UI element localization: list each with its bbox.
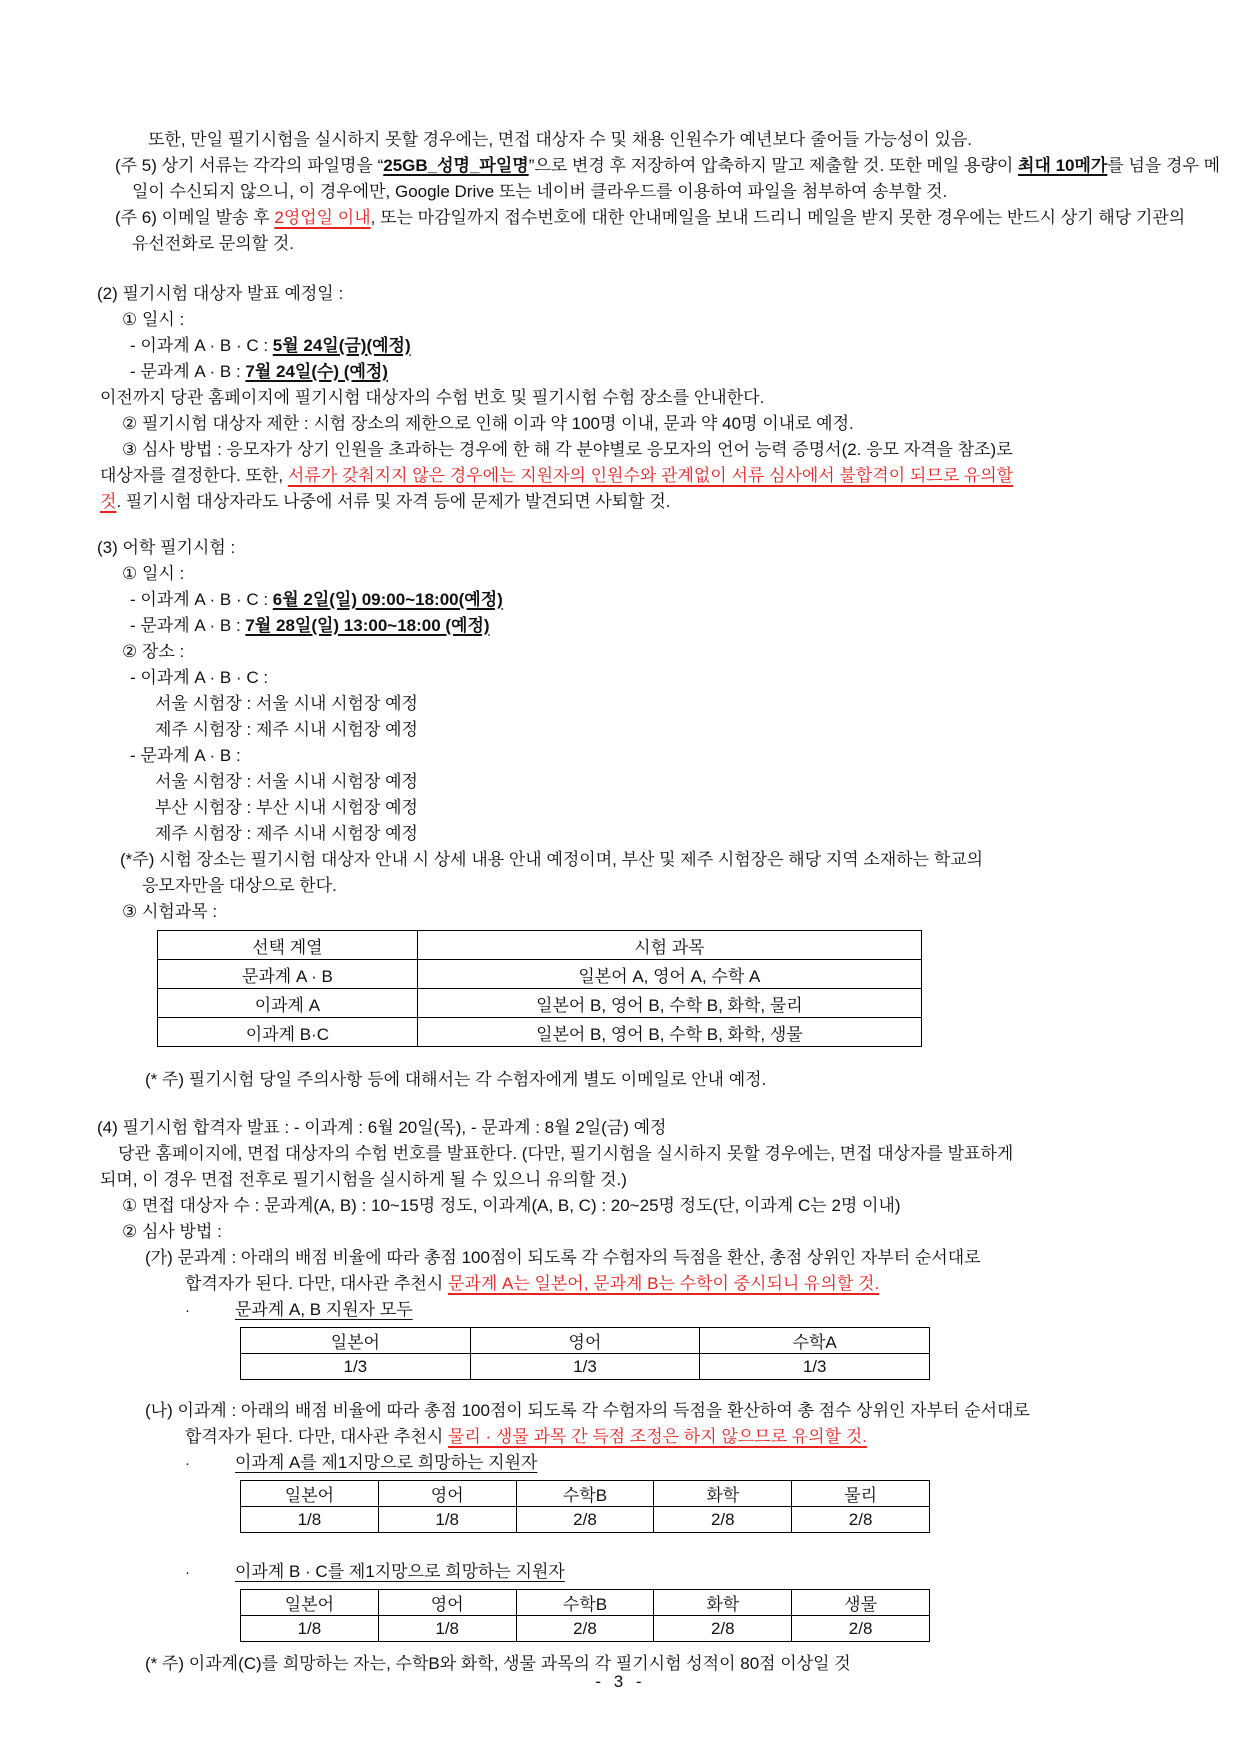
note5-run4: 일이 수신되지 않으니, 이 경우에만, Google Drive 또는 네이버 클라우드를 이용하여 파일을 첨부하여 송부할 것. [132,182,948,201]
s3-humanities-date-line [95,613,1181,639]
ratio-header: 일본어 [241,1481,379,1507]
note6-run2: , 또는 마감일까지 접수번호에 대한 안내메일을 보내 드리니 메일을 받지 못한 경우에는 반드시 상기 해당 기관의 [370,208,1186,227]
bullet-dot-icon: · [185,1564,190,1581]
s2-item3-line3 [95,489,1181,515]
s3-science-label: - 이과계 A · B · C : [130,590,273,609]
s2-item2-text: ② 필기시험 대상자 제한 : 시험 장소의 제한으로 인해 이과 약 100명 이내, 문과 약 40명 이내로 예정. [122,414,854,433]
s3-science-date: 6월 2일(일) 09:00~18:00(예정) [272,590,503,609]
s3-humanities-label: - 문과계 A · B : [130,616,246,635]
ratio-header: 수학B [516,1590,654,1616]
s2-item3-red-warning: 서류가 갖춰지지 않은 경우에는 지원자의 인원수와 관계없이 서류 심사에서 불합격이 되므로 유의할 [287,466,1014,485]
s3-science-loc-text: - 이과계 A · B · C : [130,668,269,687]
s2-item3-run1: ③ 심사 방법 : 응모자가 상기 인원을 초과하는 경우에 한 해 각 분야별로 응모자의 언어 능력 증명서(2. 응모 자격을 참조)로 [122,440,1013,459]
s2-science-date: 5월 24일(금)(예정) [272,336,411,355]
ratio-header: 생물 [792,1590,930,1616]
s4-para-run1: 당관 홈페이지에, 면접 대상자의 수험 번호를 발표한다. (다만, 필기시험을 실시하지 못할 경우에는, 면접 대상자를 발표하게 [118,1144,1014,1163]
ratio-cell: 2/8 [792,1507,930,1533]
table-row [158,989,922,1018]
ratio-cell: 1/8 [378,1507,516,1533]
s2-item3-run2: 대상자를 결정한다. 또한, [100,466,288,485]
section4-title [95,1115,1181,1141]
s3-item2-text: ② 장소 : [122,642,185,661]
humanities-ratio-table [240,1327,930,1380]
s3-humanities-loc-text: - 문과계 A · B : [130,746,241,765]
table-row [158,960,922,989]
ratio-cell: 1/8 [241,1616,379,1642]
s2-item3-run3: . 필기시험 대상자라도 나중에 서류 및 자격 등에 문제가 발견되면 사퇴할 것. [116,492,671,511]
ratio-cell: 2/8 [654,1616,792,1642]
s2-item3-line2 [95,463,1181,489]
ratio-header: 물리 [792,1481,930,1507]
section3-title [95,535,1181,561]
note6-run3: 유선전화로 문의할 것. [132,234,294,253]
note5-line2 [95,179,1181,205]
s4-ga-line1 [95,1245,1181,1271]
s4-final-note-text: (* 주) 이과계(C)를 희망하는 자는, 수학B와 화학, 생물 과목의 각 필기시험 성적이 80점 이상일 것 [145,1654,851,1673]
subjects-header-subjects: 시험 과목 [417,931,921,960]
s3-note2-line [95,1067,1181,1093]
s3-science-loc2 [95,717,1181,743]
table-row [158,1018,922,1047]
s4-item2-line [95,1219,1181,1245]
s3-item2-label [95,639,1181,665]
s4-para-line1 [95,1141,1181,1167]
ratio-cell: 2/8 [654,1507,792,1533]
intro-text: 또한, 만일 필기시험을 실시하지 못할 경우에는, 면접 대상자 수 및 채용 인원수가 예년보다 줄어들 가능성이 있음. [148,130,973,149]
s2-item1-label [95,307,1181,333]
s3-humanities-loc2 [95,795,1181,821]
ratio-header: 화학 [654,1590,792,1616]
note5-line1 [95,153,1221,179]
section2-title [95,281,1181,307]
s3-item1-text: ① 일시 : [122,564,185,583]
s3-note-run1: (*주) 시험 장소는 필기시험 대상자 안내 시 상세 내용 안내 예정이며, 부산 및 제주 시험장은 해당 지역 소재하는 학교의 [120,850,984,869]
s3-note-run2: 응모자만을 대상으로 한다. [142,876,337,895]
ratio-cell: 2/8 [792,1616,930,1642]
s4-na-line1 [95,1398,1181,1424]
s4-na-run2: 합격자가 된다. 다만, 대사관 추천시 [185,1427,448,1446]
table-row [158,931,922,960]
subjects-table [157,930,922,1047]
s4-bullet2-text: 이과계 A를 제1지망으로 희망하는 지원자 [235,1453,538,1472]
note5-filename: 25GB_성명_파일명 [383,156,529,175]
s4-bullet1-line [95,1297,1181,1324]
s3-humanities-loc3-text: 제주 시험장 : 제주 시내 시험장 예정 [155,824,418,843]
s2-humanities-date-line [95,359,1181,385]
bullet-dot-icon: · [185,1302,190,1319]
s3-note2-text: (* 주) 필기시험 당일 주의사항 등에 대해서는 각 수험자에게 별도 이메일로 안내 예정. [145,1070,767,1089]
s4-na-line2 [95,1424,1181,1450]
s4-ga-line2 [95,1271,1181,1297]
bullet-dot-icon: · [185,1455,190,1472]
note5-run1: (주 5) 상기 서류는 각각의 파일명을 “ [115,156,384,175]
s3-item3-text: ③ 시험과목 : [122,902,218,921]
s4-bullet3-line [95,1559,1181,1586]
subjects-cell: 일본어 A, 영어 A, 수학 A [417,960,921,989]
section2-title-text: (2) 필기시험 대상자 발표 예정일 : [97,284,344,303]
subjects-cell: 일본어 B, 영어 B, 수학 B, 화학, 생물 [417,1018,921,1047]
s3-item3-label [95,899,1181,925]
ratio-header: 영어 [378,1481,516,1507]
ratio-cell: 1/3 [700,1354,930,1380]
table-row [241,1590,930,1616]
s3-science-loc-label [95,665,1181,691]
s4-na-run1: (나) 이과계 : 아래의 배점 비율에 따라 총점 100점이 되도록 각 수험자의 득점을 환산하여 총 점수 상위인 자부터 순서대로 [145,1401,1030,1420]
section4-title-text: (4) 필기시험 합격자 발표 : - 이과계 : 6월 20일(목), - 문과계 : 8월 2일(금) 예정 [97,1118,667,1137]
ratio-cell: 1/8 [241,1507,379,1533]
ratio-cell: 1/3 [241,1354,471,1380]
s4-ga-run1: (가) 문과계 : 아래의 배점 비율에 따라 총점 100점이 되도록 각 수험자의 득점을 환산, 총점 상위인 자부터 순서대로 [145,1248,981,1267]
s4-para-run2: 되며, 이 경우 면접 전후로 필기시험을 실시하게 될 수 있으니 유의할 것.) [100,1170,627,1189]
section3-title-text: (3) 어학 필기시험 : [97,538,236,557]
s3-science-loc1 [95,691,1181,717]
note6-line1 [95,205,1186,231]
s3-humanities-loc2-text: 부산 시험장 : 부산 시내 시험장 예정 [155,798,418,817]
s3-science-loc1-text: 서울 시험장 : 서울 시내 시험장 예정 [155,694,418,713]
table-row [241,1507,930,1533]
table-row [241,1616,930,1642]
ratio-header: 수학B [516,1481,654,1507]
s2-item3-line1 [95,437,1181,463]
s4-bullet3-text: 이과계 B · C를 제1지망으로 희망하는 지원자 [235,1562,565,1581]
table-row [241,1481,930,1507]
note6-red-deadline: 2영업일 이내 [274,208,371,227]
ratio-header: 일본어 [241,1590,379,1616]
ratio-cell: 1/8 [378,1616,516,1642]
s2-item2-line [95,411,1181,437]
table-row [241,1328,930,1354]
note6-run1: (주 6) 이메일 발송 후 [115,208,275,227]
s2-announce-line [95,385,1181,411]
page-number: - 3 - [595,1672,646,1691]
s3-note-line1 [95,847,1181,873]
s3-humanities-loc3 [95,821,1181,847]
ratio-header: 영어 [470,1328,700,1354]
note6-line2 [95,231,1181,257]
note5-run2: ”으로 변경 후 저장하여 압축하지 말고 제출할 것. 또한 메일 용량이 [528,156,1019,175]
intro-line [95,127,1181,153]
ratio-header: 수학A [700,1328,930,1354]
ratio-header: 화학 [654,1481,792,1507]
s2-science-label: - 이과계 A · B · C : [130,336,273,355]
s2-humanities-date: 7월 24일(수) (예정) [245,362,388,381]
ratio-cell: 2/8 [516,1507,654,1533]
s3-science-date-line [95,587,1181,613]
s3-humanities-loc1 [95,769,1181,795]
table-row [241,1354,930,1380]
note5-run3: 를 넘을 경우 메 [1107,156,1221,175]
s4-item2-text: ② 심사 방법 : [122,1222,222,1241]
s3-humanities-loc1-text: 서울 시험장 : 서울 시내 시험장 예정 [155,772,418,791]
s2-science-date-line [95,333,1181,359]
subjects-cell: 이과계 B·C [158,1018,418,1047]
s4-bullet2-line [95,1450,1181,1477]
s4-item1-text: ① 면접 대상자 수 : 문과계(A, B) : 10~15명 정도, 이과계(A, B, C) : 20~25명 정도(단, 이과계 C는 2명 이내) [122,1196,901,1215]
s4-ga-red-warning: 문과계 A는 일본어, 문과계 B는 수학이 중시되니 유의할 것. [447,1274,880,1293]
s2-announce-text: 이전까지 당관 홈페이지에 필기시험 대상자의 수험 번호 및 필기시험 수험 장소를 안내한다. [100,388,765,407]
s2-item3-red-warning-cont: 것 [100,492,117,511]
s4-ga-run2: 합격자가 된다. 다만, 대사관 추천시 [185,1274,448,1293]
s2-item1-text: ① 일시 : [122,310,185,329]
s2-humanities-label: - 문과계 A · B : [130,362,246,381]
ratio-header: 영어 [378,1590,516,1616]
s3-humanities-loc-label [95,743,1181,769]
s4-para-line2 [95,1167,1181,1193]
s3-science-loc2-text: 제주 시험장 : 제주 시내 시험장 예정 [155,720,418,739]
science-bc-ratio-table [240,1589,930,1642]
s3-humanities-date: 7월 28일(일) 13:00~18:00 (예정) [245,616,490,635]
s4-bullet1-text: 문과계 A, B 지원자 모두 [235,1300,413,1319]
s3-item1-label [95,561,1181,587]
subjects-cell: 문과계 A · B [158,960,418,989]
subjects-header-track: 선택 계열 [158,931,418,960]
s4-na-red-warning: 물리 · 생물 과목 간 득점 조정은 하지 않으므로 유의할 것. [447,1427,867,1446]
subjects-cell: 일본어 B, 영어 B, 수학 B, 화학, 물리 [417,989,921,1018]
subjects-cell: 이과계 A [158,989,418,1018]
note5-max-size: 최대 10메가 [1018,156,1108,175]
s4-item1-line [95,1193,1181,1219]
ratio-header: 일본어 [241,1328,471,1354]
s3-note-line2 [95,873,1181,899]
ratio-cell: 1/3 [470,1354,700,1380]
science-a-ratio-table [240,1480,930,1533]
ratio-cell: 2/8 [516,1616,654,1642]
